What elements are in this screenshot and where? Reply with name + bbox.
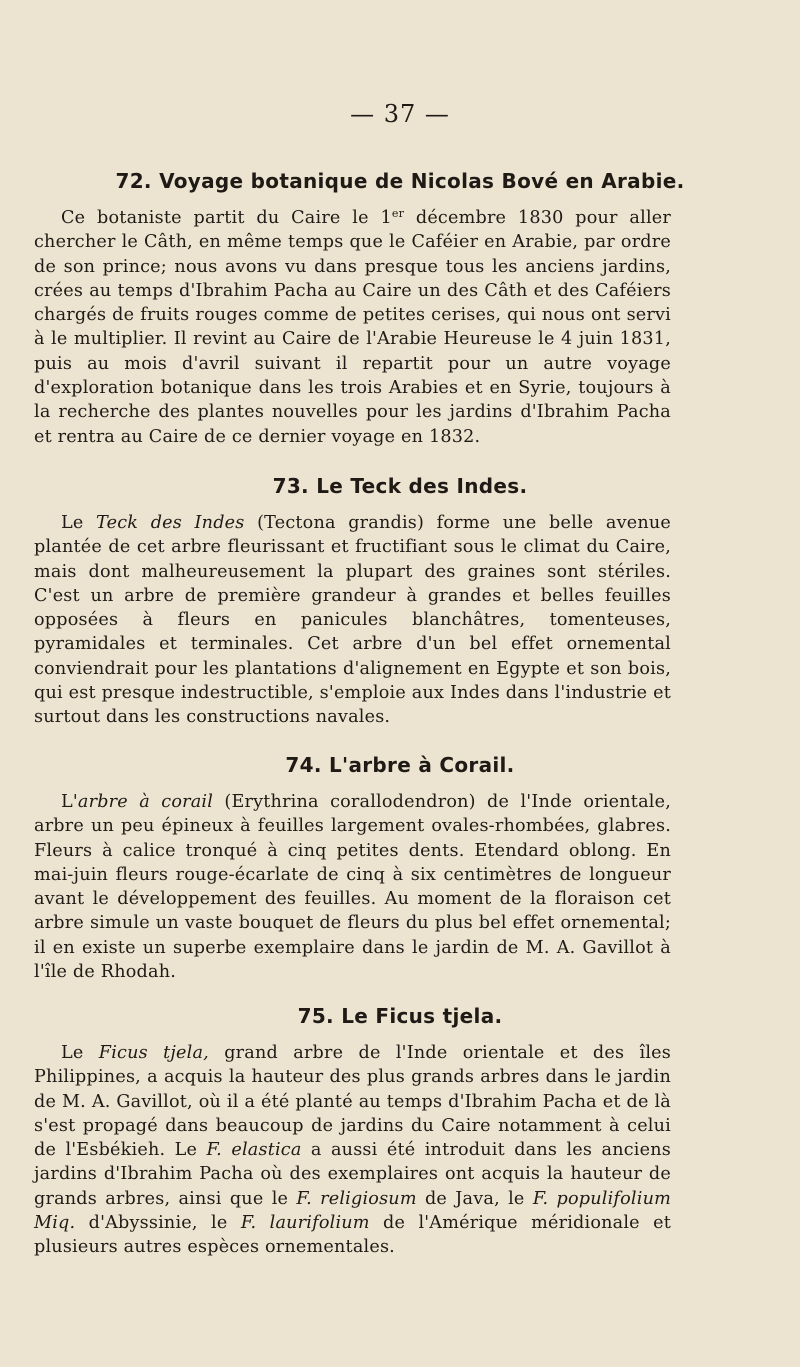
body-text: a aussi été introduit dans les anciens jardins d'Ibrahim Pacha où des exemplaires ont acquis la hauteur de grands arbres, ainsi que le: [34, 1140, 671, 1209]
italic-term: Ficus tjela,: [98, 1043, 209, 1063]
body-text: Le: [61, 513, 97, 533]
section-body-74: [34, 790, 671, 984]
section-body-75: [34, 1041, 671, 1260]
italic-term: F. laurifolium: [240, 1213, 370, 1234]
superscript-text: er: [391, 207, 405, 220]
italic-term: Teck des Indes: [96, 513, 245, 533]
body-text: Ce botaniste partit du Caire le 1: [61, 208, 392, 228]
italic-term: arbre à corail: [77, 792, 214, 812]
section-body-73: [34, 511, 671, 730]
section-title-74: 74. L'arbre à Corail.: [285, 753, 515, 777]
italic-term: F. populifolium Miq.: [34, 1188, 671, 1234]
body-text: Le: [61, 1043, 99, 1063]
page-number: — 37 —: [350, 100, 450, 128]
body-text: (Erythrina corallodendron) de l'Inde orientale, arbre un peu épineux à feuilles largement ovales-rhombées, glabres. Fleurs à calice tronqué à cinq petites dents. Etendard oblong. En mai-juin fleurs rouge-écarlate de cinq à six centimètres de longueur avant le développement des feuilles. Au moment de la floraison cet arbre simule un vaste bouquet de fleurs du plus bel effet ornemental; il en existe un superbe exemplaire dans le jardin de M. A. Gavillot à l'île de Rhodah.: [34, 792, 671, 983]
body-text: décembre 1830 pour aller chercher le Câth, en même temps que le Caféier en Arabie, par ordre de son prince; nous avons vu dans presque tous les anciens jardins, crées au temps d'Ibrahim Pacha au Caire un des Câth et des Caféiers chargés de fruits rouges comme de petites cerises, qui nous ont servi à le multiplier. Il revint au Caire de l'Arabie Heureuse le 4 juin 1831, puis au mois d'avril suivant il repartit pour un autre voyage d'exploration botanique dans les trois Arabies et en Syrie, toujours à la recherche des plantes nouvelles pour les jardins d'Ibrahim Pacha et rentra au Caire de ce dernier voyage en 1832.: [34, 208, 672, 447]
body-text: de Java, le: [416, 1188, 533, 1209]
section-title-75: 75. Le Ficus tjela.: [297, 1004, 503, 1028]
body-text: d'Abyssinie, le: [75, 1213, 241, 1234]
section-title-73: 73. Le Teck des Indes.: [272, 474, 528, 498]
body-text: de l'Amérique méridionale et plusieurs autres espèces ornementales.: [34, 1213, 671, 1258]
section-title-72: 72. Voyage botanique de Nicolas Bové en Arabie.: [115, 169, 685, 193]
italic-term: F. elastica: [206, 1140, 302, 1161]
section-body-72: [34, 206, 671, 449]
body-text: L': [61, 792, 78, 812]
body-text: grand arbre de l'Inde orientale et des îles Philippines, a acquis la hauteur des plus grands arbres dans le jardin de M. A. Gavillot, où il a été planté au temps d'Ibrahim Pacha et de là s'est propagé dans beaucoup de jardins du Caire notamment à celui de l'Esbékieh. Le: [34, 1043, 672, 1161]
italic-term: F. religiosum: [296, 1188, 417, 1209]
body-text: (Tectona grandis) forme une belle avenue plantée de cet arbre fleurissant et fructifiant sous le climat du Caire, mais dont malheureusement la plupart des graines sont stériles. C'est un arbre de première grandeur à grandes et belles feuilles opposées à fleurs en panicules blanchâtres, tomenteuses, pyramidales et terminales. Cet arbre d'un bel effet ornemental conviendrait pour les plantations d'alignement en Egypte et son bois, qui est presque indestructible, s'emploie aux Indes dans l'industrie et surtout dans les constructions navales.: [34, 513, 672, 728]
